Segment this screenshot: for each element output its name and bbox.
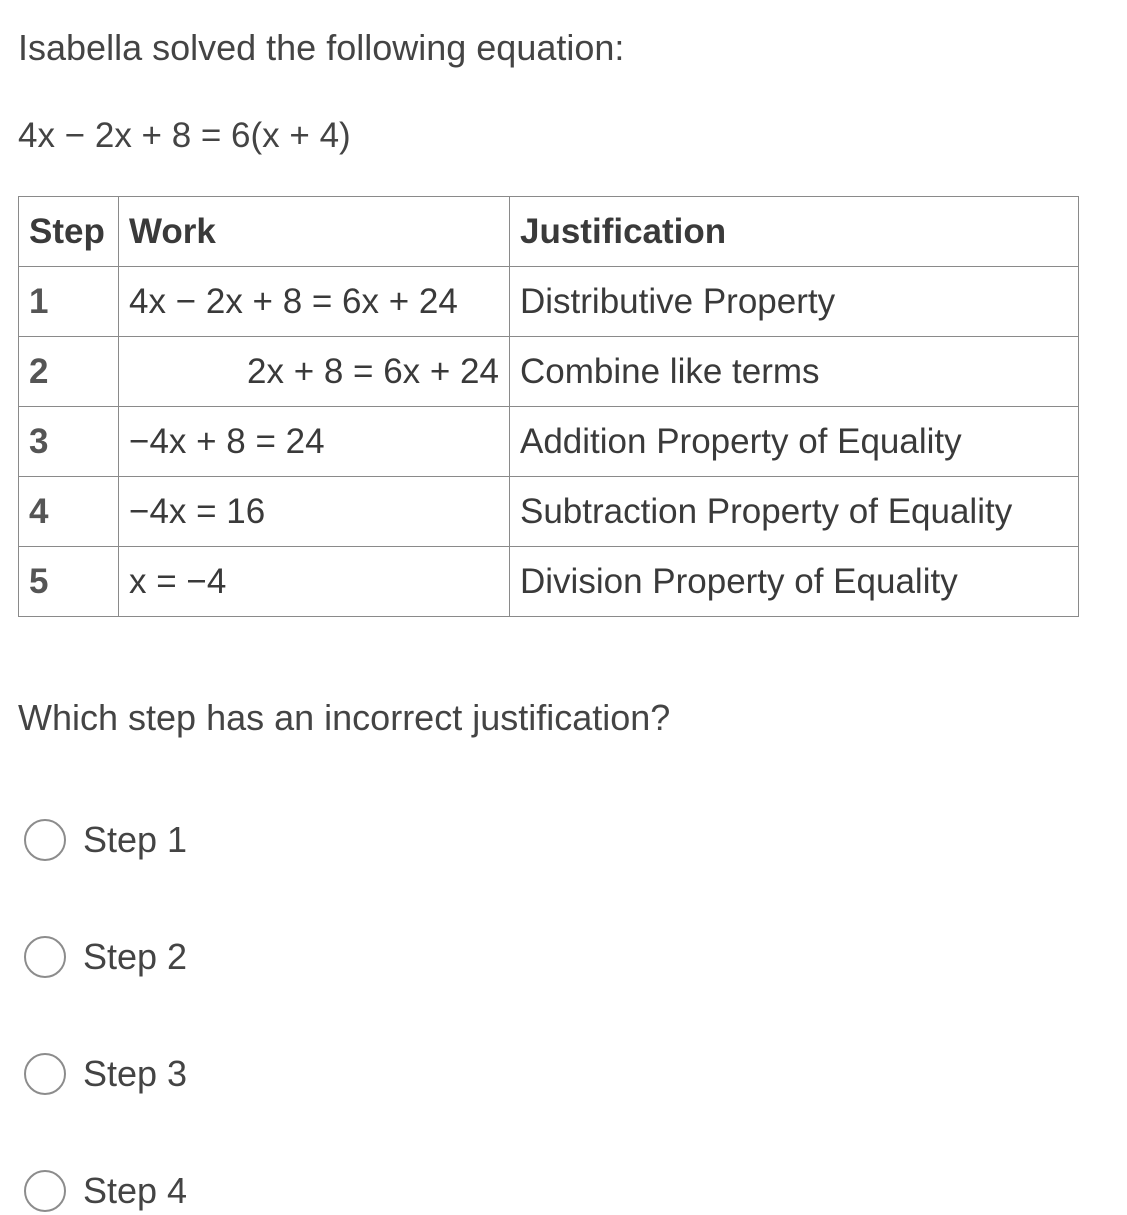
header-step: Step <box>19 197 119 267</box>
answer-option-step-4[interactable] <box>24 1167 187 1215</box>
equation-text: 4x − 2x + 8 = 6(x + 4) <box>18 116 351 155</box>
justification-cell: Distributive Property <box>510 267 1079 337</box>
justification-cell: Division Property of Equality <box>510 547 1079 617</box>
table-row <box>19 267 1079 337</box>
table-header-row <box>19 197 1079 267</box>
justification-cell: Combine like terms <box>510 337 1079 407</box>
table-row <box>19 407 1079 477</box>
table-row <box>19 477 1079 547</box>
radio-button[interactable] <box>24 1170 66 1212</box>
radio-button[interactable] <box>24 1053 66 1095</box>
steps-table <box>18 196 1079 617</box>
intro-text: Isabella solved the following equation: <box>18 27 625 68</box>
question-text: Which step has an incorrect justification? <box>18 697 671 738</box>
justification-cell: Addition Property of Equality <box>510 407 1079 477</box>
answer-option-step-2[interactable] <box>24 933 187 981</box>
step-number: 4 <box>19 477 119 547</box>
step-number: 3 <box>19 407 119 477</box>
answer-option-step-3[interactable] <box>24 1050 187 1098</box>
table-row <box>19 547 1079 617</box>
option-label: Step 3 <box>83 1053 188 1094</box>
work-cell: x = −4 <box>119 547 510 617</box>
header-justification: Justification <box>510 197 1079 267</box>
work-cell: 4x − 2x + 8 = 6x + 24 <box>119 267 510 337</box>
step-number: 2 <box>19 337 119 407</box>
table-row <box>19 337 1079 407</box>
option-label: Step 2 <box>83 936 188 977</box>
radio-button[interactable] <box>24 819 66 861</box>
justification-cell: Subtraction Property of Equality <box>510 477 1079 547</box>
header-work: Work <box>119 197 510 267</box>
answer-option-step-1[interactable] <box>24 816 187 864</box>
option-label: Step 4 <box>83 1170 188 1211</box>
work-cell: 2x + 8 = 6x + 24 <box>119 337 510 407</box>
option-label: Step 1 <box>83 819 188 860</box>
work-cell: −4x + 8 = 24 <box>119 407 510 477</box>
step-number: 1 <box>19 267 119 337</box>
step-number: 5 <box>19 547 119 617</box>
radio-button[interactable] <box>24 936 66 978</box>
work-cell: −4x = 16 <box>119 477 510 547</box>
